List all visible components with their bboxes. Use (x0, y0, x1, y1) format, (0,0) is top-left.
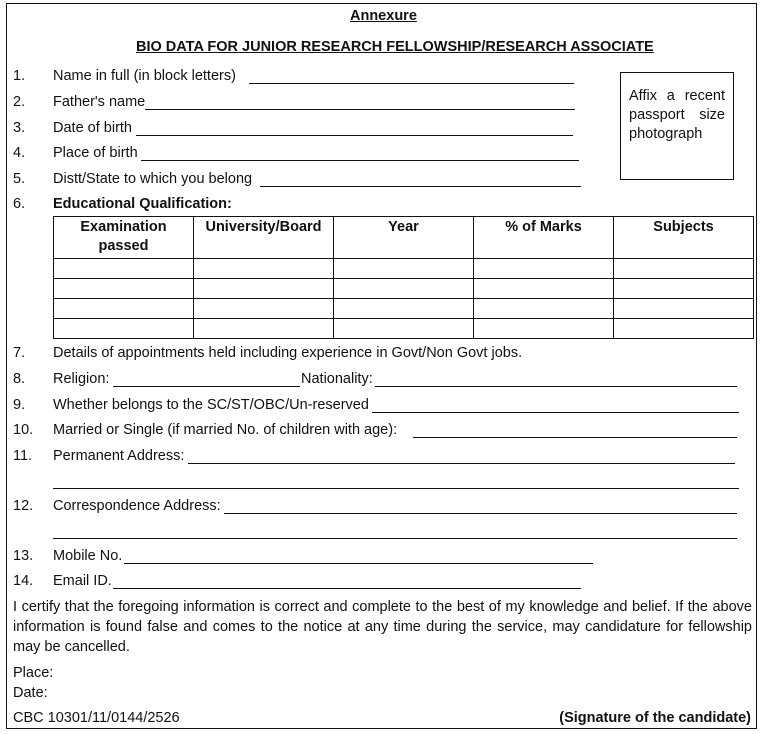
field-label-father-name: Father's name (53, 94, 146, 110)
field-number: 6. (13, 196, 26, 212)
table-cell[interactable] (474, 319, 614, 339)
form-frame (6, 3, 757, 729)
marital-status-input-line[interactable] (413, 437, 737, 438)
education-table-header (54, 217, 754, 259)
field-label-education: Educational Qualification: (53, 196, 232, 212)
reference-code: CBC 10301/11/0144/2526 (13, 710, 180, 726)
field-label-place-of-birth: Place of birth (53, 145, 138, 161)
permanent-address-input-line[interactable] (188, 463, 735, 464)
education-table (53, 216, 754, 339)
field-number: 12. (13, 498, 34, 514)
field-number: 10. (13, 422, 34, 438)
place-of-birth-input-line[interactable] (141, 160, 579, 161)
field-number: 5. (13, 171, 26, 187)
field-label-religion: Religion: (53, 371, 110, 387)
field-label-email: Email ID. (53, 573, 112, 589)
field-label-state: Distt/State to which you belong (53, 171, 253, 187)
certification-text: I certify that the foregoing information is correct and complete to the best of my knowledge and belief. If the above information is found false and comes to the notice at any time during the service, may candidature for fellowship may be cancelled. (13, 599, 752, 655)
table-cell[interactable] (614, 299, 754, 319)
table-cell[interactable] (334, 319, 474, 339)
table-cell[interactable] (194, 299, 334, 319)
field-label-name: Name in full (in block letters) (53, 68, 236, 84)
col-header-university: University/Board (194, 217, 334, 259)
col-header-examination: Examination passed (54, 217, 194, 259)
photo-box: Affix a recent passport size photograph (620, 72, 734, 180)
table-cell[interactable] (194, 279, 334, 299)
col-header-marks: % of Marks (474, 217, 614, 259)
field-label-dob: Date of birth (53, 120, 132, 136)
state-input-line[interactable] (260, 186, 581, 187)
permanent-address-input-line-2[interactable] (53, 488, 739, 489)
field-number: 8. (13, 371, 26, 387)
table-cell[interactable] (54, 259, 194, 279)
field-label-marital-status: Married or Single (if married No. of children with age): (53, 422, 398, 438)
field-number: 1. (13, 68, 26, 84)
table-cell[interactable] (194, 319, 334, 339)
signature-label: (Signature of the candidate) (559, 710, 751, 726)
table-cell[interactable] (474, 299, 614, 319)
table-cell[interactable] (54, 319, 194, 339)
table-cell[interactable] (334, 279, 474, 299)
date-label: Date: (13, 685, 48, 701)
table-cell[interactable] (54, 279, 194, 299)
col-header-subjects: Subjects (614, 217, 754, 259)
field-label-mobile: Mobile No. (53, 548, 123, 564)
field-number: 9. (13, 397, 26, 413)
nationality-input-line[interactable] (375, 386, 737, 387)
table-cell[interactable] (614, 259, 754, 279)
table-cell[interactable] (614, 279, 754, 299)
form-title: BIO DATA FOR JUNIOR RESEARCH FELLOWSHIP/RESEARCH ASSOCIATE (136, 39, 654, 55)
field-label-nationality: Nationality: (301, 371, 373, 387)
field-number: 4. (13, 145, 26, 161)
table-cell[interactable] (54, 299, 194, 319)
table-cell[interactable] (614, 319, 754, 339)
table-cell[interactable] (474, 279, 614, 299)
col-header-year: Year (334, 217, 474, 259)
dob-input-line[interactable] (136, 135, 573, 136)
name-input-line[interactable] (249, 83, 574, 84)
email-input-line[interactable] (113, 588, 581, 589)
field-number: 14. (13, 573, 34, 589)
field-number: 3. (13, 120, 26, 136)
father-name-input-line[interactable] (145, 109, 575, 110)
table-row (54, 319, 754, 339)
table-row (54, 259, 754, 279)
field-label-appointments: Details of appointments held including experience in Govt/Non Govt jobs. (53, 345, 523, 361)
table-cell[interactable] (334, 299, 474, 319)
field-number: 7. (13, 345, 26, 361)
field-number: 11. (13, 448, 33, 464)
table-cell[interactable] (474, 259, 614, 279)
correspondence-address-input-line-2[interactable] (53, 538, 737, 539)
correspondence-address-input-line[interactable] (224, 513, 737, 514)
annexure-heading: Annexure (350, 8, 417, 24)
table-cell[interactable] (194, 259, 334, 279)
category-input-line[interactable] (372, 412, 739, 413)
field-label-permanent-address: Permanent Address: (53, 448, 185, 464)
table-cell[interactable] (334, 259, 474, 279)
field-number: 13. (13, 548, 34, 564)
field-label-correspondence-address: Correspondence Address: (53, 498, 221, 514)
place-label: Place: (13, 665, 54, 681)
field-number: 2. (13, 94, 26, 110)
religion-input-line[interactable] (113, 386, 300, 387)
table-row (54, 279, 754, 299)
table-row (54, 299, 754, 319)
mobile-input-line[interactable] (124, 563, 593, 564)
field-label-category: Whether belongs to the SC/ST/OBC/Un-reserved (53, 397, 369, 413)
